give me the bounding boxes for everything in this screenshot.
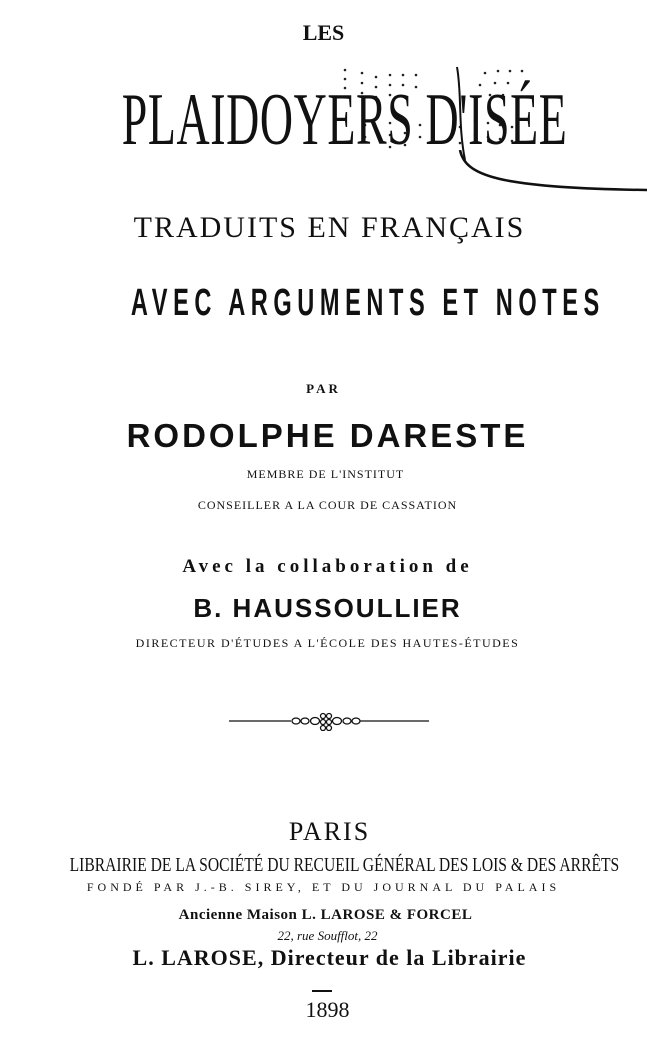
imprint-director: L. LAROSE, Directeur de la Librairie [132, 945, 527, 970]
author-role-institute: MEMBRE DE L'INSTITUT [246, 467, 405, 481]
imprint-city: PARIS [288, 817, 371, 846]
subtitle-translated: TRADUITS EN FRANÇAIS [133, 211, 526, 244]
collaborator-name: B. HAUSSOULLIER [193, 593, 462, 623]
imprint-former-house: Ancienne Maison L. LAROSE & FORCEL [178, 907, 473, 923]
collaborator-role: DIRECTEUR D'ÉTUDES A L'ÉCOLE DES HAUTES-ÉTUDES [135, 636, 520, 650]
year-divider [312, 990, 332, 992]
title-article: LES [302, 20, 345, 45]
ornament-divider-icon [229, 711, 429, 731]
by-label: PAR [306, 381, 341, 396]
imprint-founded: FONDÉ PAR J.-B. SIREY, ET DU JOURNAL DU PALAIS [86, 880, 561, 894]
collaboration-label: Avec la collaboration de [182, 556, 473, 577]
subtitle-arguments: AVEC ARGUMENTS ET NOTES [130, 282, 605, 324]
book-title: PLAIDOYERS D'ISÉE [121, 79, 568, 161]
imprint-address: 22, rue Soufflot, 22 [277, 928, 378, 943]
publication-year: 1898 [305, 997, 350, 1022]
imprint-publisher: LIBRAIRIE DE LA SOCIÉTÉ DU RECUEIL GÉNÉRAL DES LOIS & DES ARRÊTS [69, 854, 620, 876]
author-role-court: CONSEILLER A LA COUR DE CASSATION [197, 498, 458, 512]
author-name: RODOLPHE DARESTE [126, 417, 529, 454]
